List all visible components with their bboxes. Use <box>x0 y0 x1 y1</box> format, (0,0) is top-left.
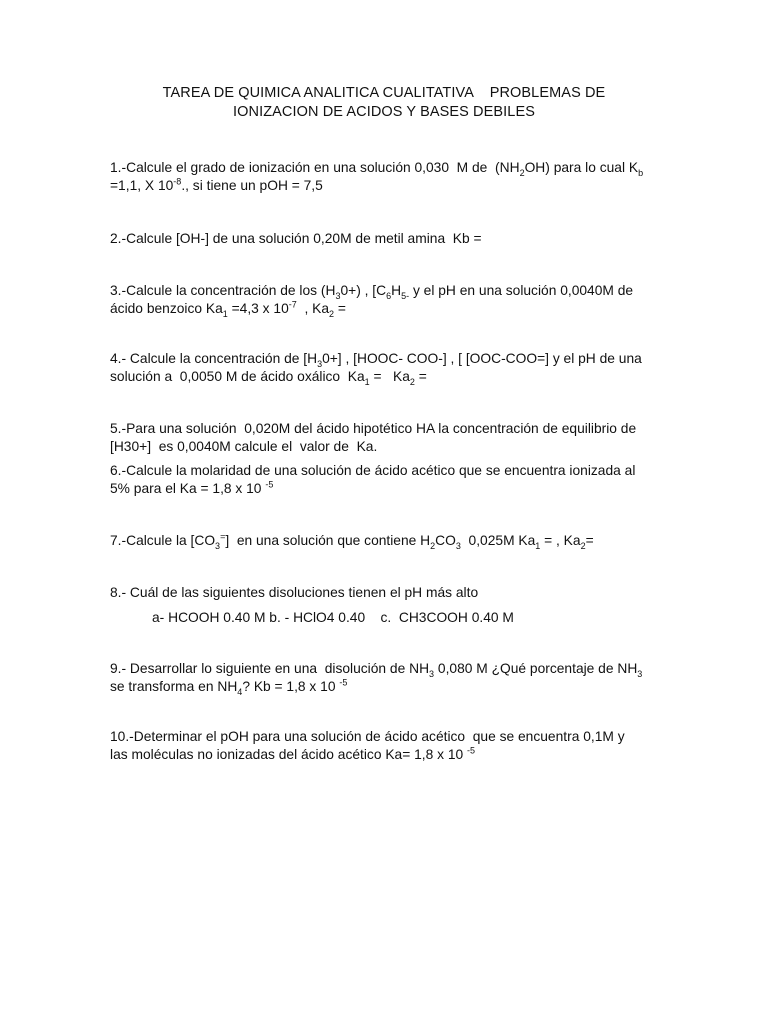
title-line-2: IONIZACION DE ACIDOS Y BASES DEBILES <box>232 104 536 120</box>
problem-10: 10.-Determinar el pOH para una solución de ácido acético que se encuentra 0,1M y las moléculas no ionizadas del ácido acético Ka= 1,8 x 10 $^{-5}$ <box>110 729 625 762</box>
problem-5: 5.-Para una solución 0,020M del ácido hipotético HA la concentración de equilibrio de [H30+] es 0,0040M calcule el valor de Ka. <box>110 421 637 454</box>
document-title <box>80 84 688 122</box>
problem-6: 6.-Calcule la molaridad de una solución de ácido acético que se encuentra ionizada al 5% para el Ka = 1,8 x 10 $^{-5}$ <box>110 463 636 496</box>
problem-9: 9.- Desarrollar lo siguiente en una disolución de $NH_3$ 0,080 M ¿Qué porcentaje de $NH_3$ se transforma en $NH_4$? Kb = 1,8 x 10 $^{-5}$ <box>110 661 643 697</box>
problem-2: 2.-Calcule [OH-] de una solución 0,20M de metil amina Kb = <box>110 231 482 246</box>
problem-8-options: a- HCOOH 0.40 M b. - HClO4 0.40 c. CH3COOH 0.40 M <box>152 610 514 625</box>
problem-7: 7.-Calcule la $[CO_3^=]$ en una solución que contiene $H_2CO_3$ 0,025M $Ka_1$ = , $Ka_2=$ <box>110 531 594 551</box>
problem-4: 4.- Calcule la concentración de $[H_30+]$ , [HOOC- COO-] , [ [OOC-COO=] y el pH de una solución a 0,0050 M de ácido oxálico $Ka_1 = Ka_2$ = <box>110 351 642 387</box>
problem-1: 1.-Calcule el grado de ionización en una solución 0,030 M de $(NH_2OH)$ para lo cual $K_b$ =1,1, X $10^{-8}$., si tiene un pOH = 7,5 <box>110 160 644 193</box>
problem-3: 3.-Calcule la concentración de los $(H_30+)$ , [$C_6H_{5-}$ y el pH en una solución 0,0040M de ácido benzoico $Ka_1 =4,3$ x $10^{-7}$ , $Ka_2$ = <box>110 283 634 319</box>
problem-8: 8.- Cuál de las siguientes disoluciones tienen el pH más alto <box>110 585 479 600</box>
title-line-1: TAREA DE QUIMICA ANALITICA CUALITATIVA PROBLEMAS DE <box>162 85 606 101</box>
